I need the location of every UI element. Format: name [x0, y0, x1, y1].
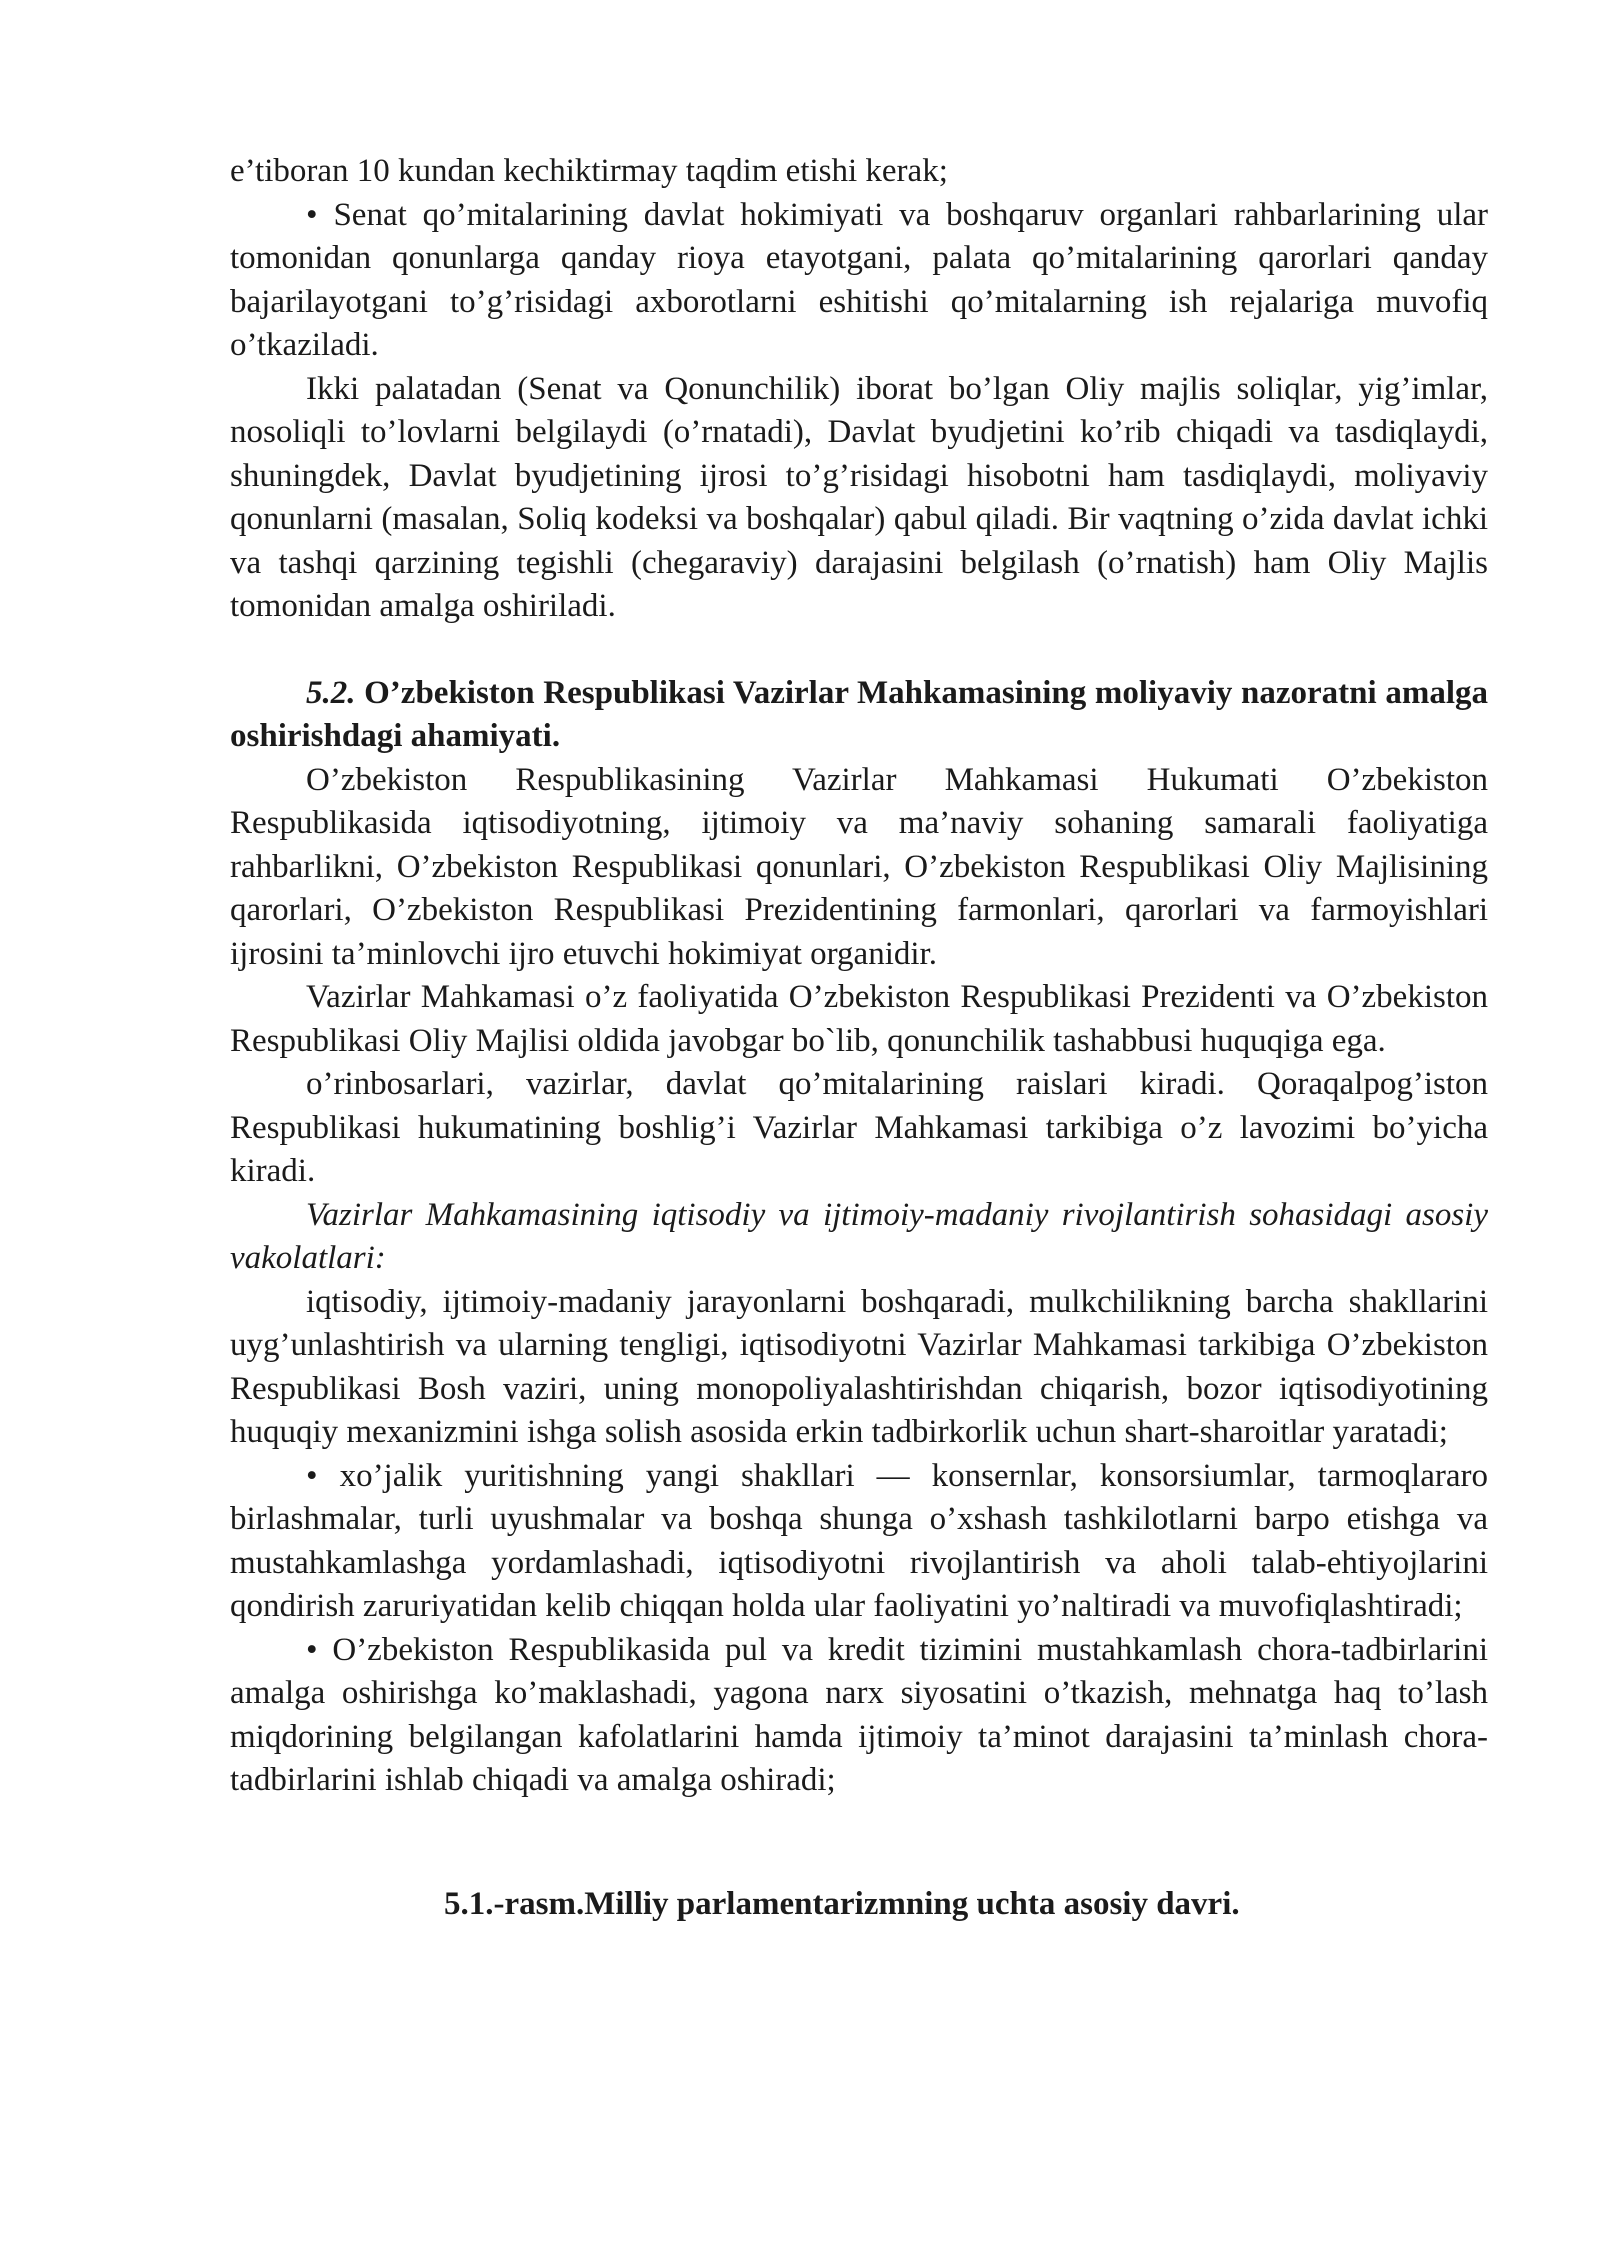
- paragraph-economic-management: iqtisodiy, ijtimoiy-madaniy jarayonlarni boshqaradi, mulkchilikning barcha shakllarini uyg’unlashtirish va ularning tengligi, iqtisodiyotni Vazirlar Mahkamasi tarkibiga O’zbekiston Respublikasi Bosh vaziri, uning monopoliyalashtirishdan chiqarish, bozor iqtisodiyotining huquqiy mexanizmini ishga solish asosida erkin tadbirkorlik uchun shart-sharoitlar yaratadi;: [230, 1283, 1488, 1450]
- section-heading: [230, 672, 1488, 759]
- bullet-new-forms: • xo’jalik yuritishning yangi shakllari — konsernlar, konsorsiumlar, tarmoqlararo birlashmalar, turli uyushmalar va boshqa shunga o’xshash tashkilotlarni barpo etishga va mustahkamlashga yordamlashadi, iqtisodiyotni rivojlantirish va aholi talab-ehtiyojlarini qondirish zaruriyatidan kelib chiqqan holda ular faoliyatini yo’naltiradi va muvofiqlashtiradi;: [230, 1455, 1488, 1629]
- bullet-credit-system: • O’zbekiston Respublikasida pul va kredit tizimini mustahkamlash chora-tadbirlarini amalga oshirishga ko’maklashadi, yagona narx siyosatini o’tkazish, mehnatga haq to’lash miqdorining belgilangan kafolatlarini hamda ijtimoiy ta’minot darajasini ta’minlash chora-tadbirlarini ishlab chiqadi va amalga oshiradi;: [230, 1629, 1488, 1803]
- paragraph-oliy-majlis: Ikki palatadan (Senat va Qonunchilik) iborat bo’lgan Oliy majlis soliqlar, yig’imlar, nosoliqli to’lovlarni belgilaydi (o’rnatadi), Davlat byudjetini ko’rib chiqadi va tasdiqlaydi, shuningdek, Davlat byudjetining ijrosi to’g’risidagi hisobotni ham tasdiqlaydi, moliyaviy qonunlarni (masalan, Soliq kodeksi va boshqalar) qabul qiladi. Bir vaqtning o’zida davlat ichki va tashqi qarzining tegishli (chegaraviy) darajasini belgilash (o’rnatish) ham Oliy Majlis tomonidan amalga oshiriladi.: [230, 370, 1488, 624]
- section-title: O’zbekiston Respublikasi Vazirlar Mahkamasining moliyaviy nazoratni amalga oshirishdagi ahamiyati.: [230, 674, 1488, 754]
- paragraph-cabinet-composition: o’rinbosarlari, vazirlar, davlat qo’mitalarining raislari kiradi. Qoraqalpog’iston Respublikasi hukumatining boshlig’i Vazirlar Mahkamasi tarkibiga o’z lavozimi bo’yicha kiradi.: [230, 1066, 1488, 1189]
- figure-caption: 5.1.-rasm.Milliy parlamentarizmning uchta asosiy davri.: [444, 1885, 1240, 1922]
- bullet-senate-committees: • Senat qo’mitalarining davlat hokimiyati va boshqaruv organlari rahbarlarining ular tomonidan qonunlarga qanday rioya etayotgani, palata qo’mitalarining qarorlari qanday bajarilayotgani to’g’risidagi axborotlarni eshitishi qo’mitalarning ish rejalariga muvofiq o’tkaziladi.: [230, 194, 1488, 368]
- paragraph-powers-heading: Vazirlar Mahkamasining iqtisodiy va ijtimoiy-madaniy rivojlantirish sohasidagi asosiy vakolatlari:: [230, 1196, 1488, 1276]
- paragraph-cabinet-definition: O’zbekiston Respublikasining Vazirlar Mahkamasi Hukumati O’zbekiston Respublikasida iqtisodiyotning, ijtimoiy va ma’naviy sohaning samarali faoliyatiga rahbarlikni, O’zbekiston Respublikasi qonunlari, O’zbekiston Respublikasi Oliy Majlisining qarorlari, O’zbekiston Respublikasi Prezidentining farmonlari, qarorlari va farmoyishlari ijrosini ta’minlovchi ijro etuvchi hokimiyat organidir.: [230, 761, 1488, 972]
- paragraph-cabinet-accountability: Vazirlar Mahkamasi o’z faoliyatida O’zbekiston Respublikasi Prezidenti va O’zbekiston Respublikasi Oliy Majlisi oldida javobgar bo`lib, qonunchilik tashabbusi huquqiga ega.: [230, 979, 1488, 1059]
- document-page: [230, 150, 1488, 1926]
- paragraph-continuation: e’tiboran 10 kundan kechiktirmay taqdim etishi kerak;: [230, 153, 948, 189]
- section-number: 5.2.: [306, 674, 356, 711]
